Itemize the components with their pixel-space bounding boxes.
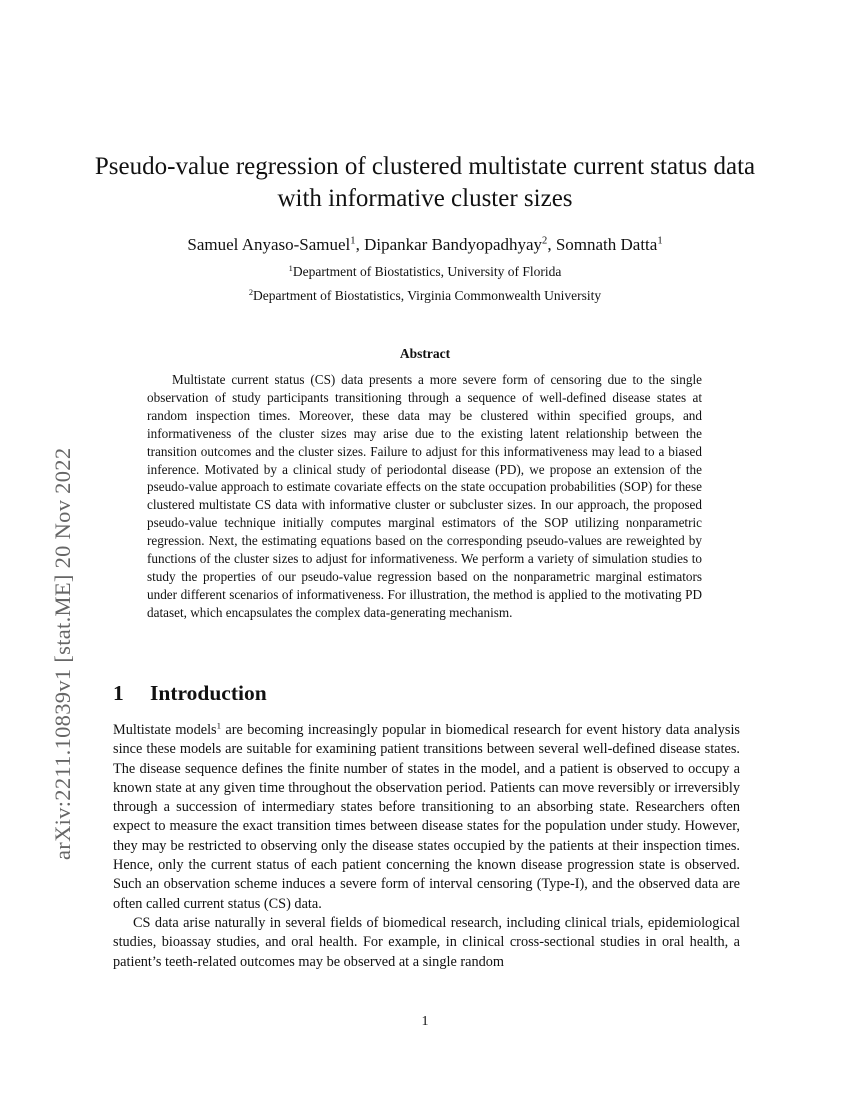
paper-title: Pseudo-value regression of clustered multistate current status data with informative cluster sizes	[94, 153, 756, 212]
introduction-body	[113, 721, 740, 972]
author-affil-mark: 2	[542, 235, 548, 247]
arxiv-identifier: arXiv:2211.10839v1 [stat.ME] 20 Nov 2022	[50, 447, 75, 860]
paragraph	[113, 721, 740, 914]
abstract-text: Multistate current status (CS) data presents a more severe form of censoring due to the single observation of study participants transitioning through a sequence of well-defined disease states at random inspection times. Moreover, these data may be clustered within specified groups, and informativeness of the cluster sizes may arise due to the existing latent relationship between the transition outcomes and the cluster sizes. Failure to adjust for this informativeness may lead to a biased inference. Motivated by a clinical study of periodontal disease (PD), we propose an extension of the pseudo-value approach to estimate covariate effects on the state occupation probabilities (SOP) for these clustered multistate CS data with informative cluster or subcluster sizes. In our approach, the proposed pseudo-value technique initially computes marginal estimators of the SOP utilizing nonparametric regression. Next, the estimating equations based on the corresponding pseudo-values are reweighted by functions of the cluster sizes to adjust for informativeness. We perform a variety of simulation studies to study the properties of our pseudo-value regression based on the nonparametric marginal estimators under different scenarios of informativeness. For illustration, the method is applied to the motivating PD dataset, which encapsulates the complex data-generating mechanism.	[147, 372, 702, 620]
paragraph: CS data arise naturally in several fields of biomedical research, including clinical trials, epidemiological studies, bioassay studies, and oral health. For example, in clinical cross-sectional studies in oral health, a patient’s teeth-related outcomes may be observed at a single random	[113, 914, 740, 970]
author-name: Dipankar Bandyopadhyay	[364, 235, 543, 254]
paragraph-lead: Multistate models	[113, 722, 217, 738]
section-number: 1	[113, 681, 124, 705]
author-affil-mark: 1	[657, 235, 663, 247]
affiliation-text: Department of Biostatistics, University of Florida	[292, 264, 562, 279]
affiliation-mark: 2	[248, 287, 254, 297]
author-list: Samuel Anyaso-Samuel$^1$, Dipankar Bandyopadhyay$^2$, Somnath Datta$^1$	[187, 235, 663, 254]
author-name: Samuel Anyaso-Samuel	[187, 235, 351, 254]
author-affil-mark: 1	[350, 235, 356, 247]
section-title: Introduction	[150, 681, 267, 705]
author-name: Somnath Datta	[555, 235, 658, 254]
paragraph-text: are becoming increasingly popular in biomedical research for event history data analysis since these models are suitable for examining patient transitions between several well-defined disease states. The disease sequence defines the finite number of states in the model, and a patient is observed to occupy a known state at any given time throughout the observation period. Patients can move reversibly or irreversibly through a succession of intermediary states before transitioning to an absorbing state. Researchers often expect to measure the exact transition times between disease states for the population under study. However, they may be restricted to observing only the disease states occupied by the patients at their inspection times. Hence, only the current status of each patient concerning the known disease progression state is observed. Such an observation scheme induces a severe form of interval censoring (Type-I), and the observed data are often called current status (CS) data.	[113, 722, 740, 912]
affiliation-text: Department of Biostatistics, Virginia Commonwealth University	[253, 288, 602, 303]
affiliation	[90, 264, 760, 280]
section-heading	[113, 681, 267, 706]
affiliation	[90, 288, 760, 304]
footnote-mark: 1	[216, 720, 222, 731]
affiliation-mark: 1	[288, 263, 293, 273]
page-number: 1	[421, 1014, 429, 1029]
abstract-heading: Abstract	[399, 346, 451, 361]
